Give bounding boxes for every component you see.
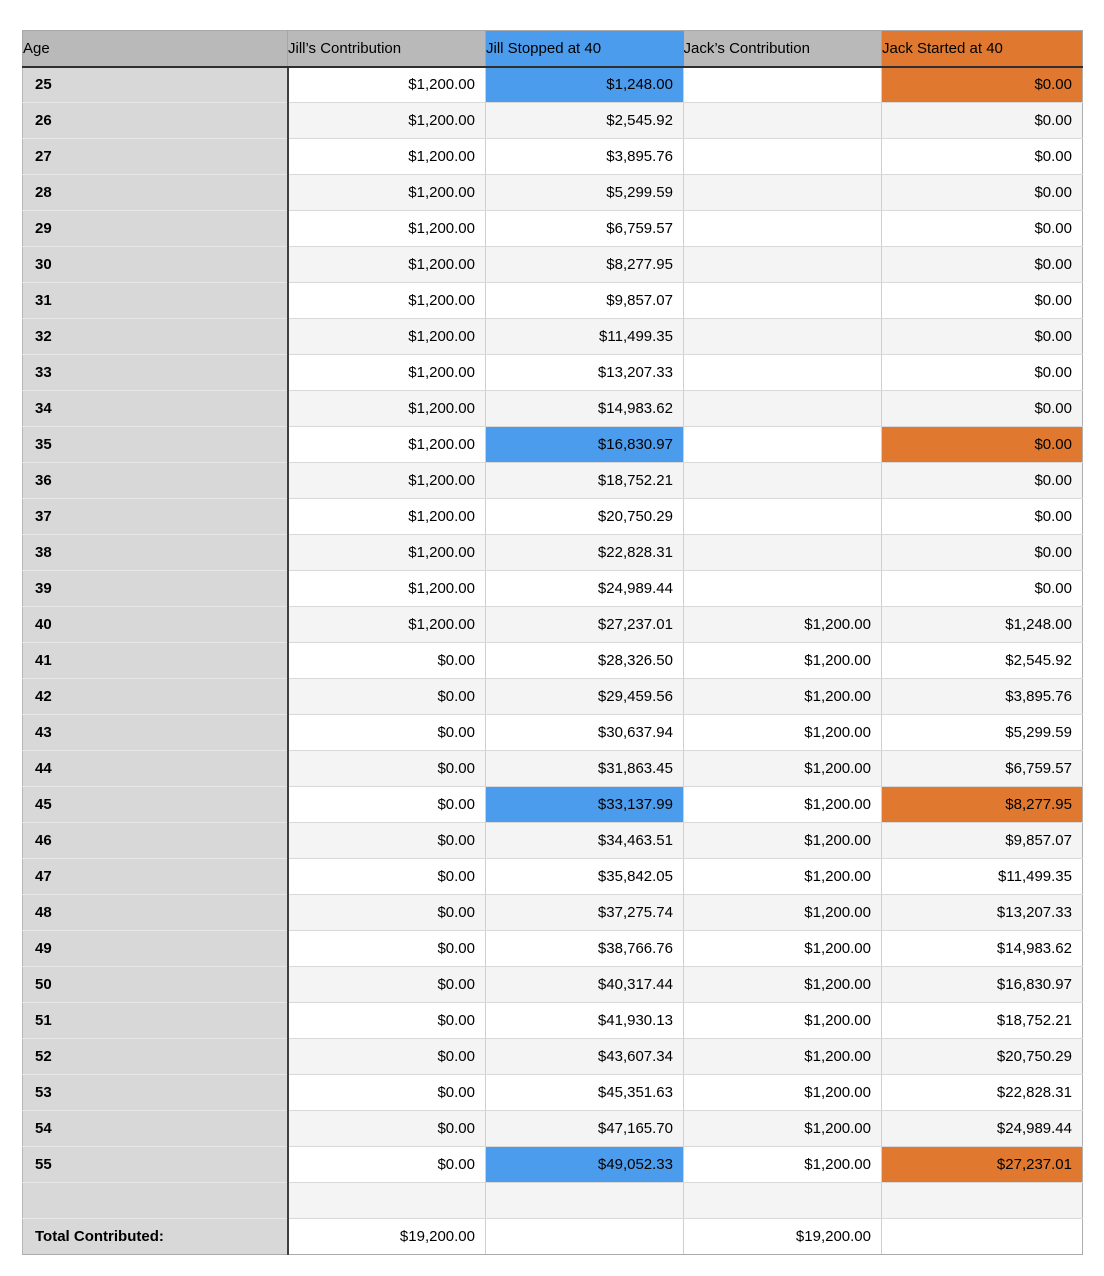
jill-balance-cell[interactable]: $9,857.07: [486, 283, 684, 319]
jill-contribution-cell[interactable]: $0.00: [288, 895, 486, 931]
jill-contribution-cell[interactable]: $0.00: [288, 1003, 486, 1039]
age-cell[interactable]: 36: [23, 463, 288, 499]
jill-balance-cell[interactable]: $16,830.97: [486, 427, 684, 463]
table-row-age-45: [23, 787, 1083, 823]
jill-balance-cell[interactable]: $40,317.44: [486, 967, 684, 1003]
jill-contribution-cell[interactable]: $1,200.00: [288, 211, 486, 247]
jack-balance-cell[interactable]: $0.00: [882, 139, 1083, 175]
jill-balance-cell[interactable]: $18,752.21: [486, 463, 684, 499]
jack-balance-cell[interactable]: $0.00: [882, 175, 1083, 211]
jill-balance-cell[interactable]: $22,828.31: [486, 535, 684, 571]
table-row-age-44: [23, 751, 1083, 787]
jill-contribution-cell[interactable]: $1,200.00: [288, 535, 486, 571]
jack-contribution-cell[interactable]: $1,200.00: [684, 751, 882, 787]
age-cell[interactable]: 45: [23, 787, 288, 823]
jill-balance-cell[interactable]: $43,607.34: [486, 1039, 684, 1075]
age-cell[interactable]: 44: [23, 751, 288, 787]
table-row-age-43: [23, 715, 1083, 751]
jill-balance-cell[interactable]: $8,277.95: [486, 247, 684, 283]
age-cell[interactable]: 46: [23, 823, 288, 859]
spacer-cell[interactable]: [486, 1183, 684, 1219]
jack-balance-cell[interactable]: $3,895.76: [882, 679, 1083, 715]
spacer-cell[interactable]: [882, 1183, 1083, 1219]
jill-balance-cell[interactable]: $30,637.94: [486, 715, 684, 751]
jill-contribution-cell[interactable]: $0.00: [288, 823, 486, 859]
age-cell[interactable]: 43: [23, 715, 288, 751]
table-row-age-54: [23, 1111, 1083, 1147]
table-row-age-28: [23, 175, 1083, 211]
jack-balance-total-empty-cell[interactable]: [882, 1219, 1083, 1255]
table-row-age-50: [23, 967, 1083, 1003]
jill-balance-cell[interactable]: $29,459.56: [486, 679, 684, 715]
jill-contribution-cell[interactable]: $0.00: [288, 643, 486, 679]
column-header-jack-started[interactable]: Jack Started at 40: [882, 31, 1083, 67]
jack-balance-cell[interactable]: $8,277.95: [882, 787, 1083, 823]
jill-contribution-cell[interactable]: $1,200.00: [288, 247, 486, 283]
age-cell[interactable]: 47: [23, 859, 288, 895]
table-footer: [23, 1183, 1083, 1255]
age-cell[interactable]: 32: [23, 319, 288, 355]
age-cell[interactable]: 27: [23, 139, 288, 175]
jack-balance-cell[interactable]: $0.00: [882, 463, 1083, 499]
spacer-cell[interactable]: [288, 1183, 486, 1219]
jill-contribution-cell[interactable]: $1,200.00: [288, 319, 486, 355]
jill-balance-cell[interactable]: $37,275.74: [486, 895, 684, 931]
jack-contribution-cell[interactable]: [684, 319, 882, 355]
age-cell[interactable]: 35: [23, 427, 288, 463]
jack-contribution-cell[interactable]: $1,200.00: [684, 679, 882, 715]
jill-contribution-cell[interactable]: $0.00: [288, 1111, 486, 1147]
age-cell[interactable]: 49: [23, 931, 288, 967]
jack-balance-cell[interactable]: $6,759.57: [882, 751, 1083, 787]
jack-balance-cell[interactable]: $0.00: [882, 391, 1083, 427]
jack-contribution-cell[interactable]: [684, 463, 882, 499]
table-row-age-30: [23, 247, 1083, 283]
jill-contribution-cell[interactable]: $1,200.00: [288, 103, 486, 139]
jack-contribution-cell[interactable]: [684, 247, 882, 283]
jack-balance-cell[interactable]: $0.00: [882, 67, 1083, 103]
jack-balance-cell[interactable]: $24,989.44: [882, 1111, 1083, 1147]
jack-contribution-cell[interactable]: $1,200.00: [684, 787, 882, 823]
jack-contribution-cell[interactable]: [684, 67, 882, 103]
age-cell[interactable]: 26: [23, 103, 288, 139]
jack-balance-cell[interactable]: $0.00: [882, 283, 1083, 319]
table-row-age-27: [23, 139, 1083, 175]
jack-balance-cell[interactable]: $5,299.59: [882, 715, 1083, 751]
jack-balance-cell[interactable]: $0.00: [882, 535, 1083, 571]
jill-balance-cell[interactable]: $33,137.99: [486, 787, 684, 823]
jack-balance-cell[interactable]: $0.00: [882, 103, 1083, 139]
jack-total-cell[interactable]: $19,200.00: [684, 1219, 882, 1255]
jill-contribution-cell[interactable]: $1,200.00: [288, 175, 486, 211]
table-row-age-36: [23, 463, 1083, 499]
jack-contribution-cell[interactable]: [684, 175, 882, 211]
column-header-age[interactable]: Age: [23, 31, 288, 67]
jack-contribution-cell[interactable]: $1,200.00: [684, 931, 882, 967]
jack-contribution-cell[interactable]: $1,200.00: [684, 1039, 882, 1075]
jill-contribution-cell[interactable]: $1,200.00: [288, 571, 486, 607]
age-cell[interactable]: 41: [23, 643, 288, 679]
age-cell[interactable]: 25: [23, 67, 288, 103]
table-row-age-51: [23, 1003, 1083, 1039]
jack-balance-cell[interactable]: $0.00: [882, 247, 1083, 283]
age-cell[interactable]: 50: [23, 967, 288, 1003]
age-cell[interactable]: 53: [23, 1075, 288, 1111]
jack-balance-cell[interactable]: $16,830.97: [882, 967, 1083, 1003]
jack-balance-cell[interactable]: $20,750.29: [882, 1039, 1083, 1075]
age-cell[interactable]: 51: [23, 1003, 288, 1039]
total-label-cell[interactable]: Total Contributed:: [23, 1219, 288, 1255]
jill-balance-cell[interactable]: $13,207.33: [486, 355, 684, 391]
jack-balance-cell[interactable]: $11,499.35: [882, 859, 1083, 895]
jack-contribution-cell[interactable]: [684, 571, 882, 607]
jill-total-cell[interactable]: $19,200.00: [288, 1219, 486, 1255]
table-row-age-26: [23, 103, 1083, 139]
jack-contribution-cell[interactable]: [684, 535, 882, 571]
jill-balance-cell[interactable]: $14,983.62: [486, 391, 684, 427]
jack-balance-cell[interactable]: $0.00: [882, 427, 1083, 463]
jack-balance-cell[interactable]: $0.00: [882, 355, 1083, 391]
jack-contribution-cell[interactable]: [684, 103, 882, 139]
jill-balance-cell[interactable]: $24,989.44: [486, 571, 684, 607]
table-row-age-32: [23, 319, 1083, 355]
jill-contribution-cell[interactable]: $0.00: [288, 859, 486, 895]
jack-contribution-cell[interactable]: [684, 391, 882, 427]
jack-balance-cell[interactable]: $0.00: [882, 319, 1083, 355]
jack-contribution-cell[interactable]: [684, 499, 882, 535]
age-cell[interactable]: 29: [23, 211, 288, 247]
jill-balance-cell[interactable]: $27,237.01: [486, 607, 684, 643]
jill-contribution-cell[interactable]: $0.00: [288, 967, 486, 1003]
age-cell[interactable]: 42: [23, 679, 288, 715]
jack-balance-cell[interactable]: $1,248.00: [882, 607, 1083, 643]
jack-contribution-cell[interactable]: $1,200.00: [684, 859, 882, 895]
spacer-age-cell[interactable]: [23, 1183, 288, 1219]
table-row-age-48: [23, 895, 1083, 931]
spacer-row: [23, 1183, 1083, 1219]
table-row-age-37: [23, 499, 1083, 535]
age-cell[interactable]: 37: [23, 499, 288, 535]
jack-balance-cell[interactable]: $13,207.33: [882, 895, 1083, 931]
age-cell[interactable]: 28: [23, 175, 288, 211]
jill-contribution-cell[interactable]: $1,200.00: [288, 139, 486, 175]
jill-balance-cell[interactable]: $11,499.35: [486, 319, 684, 355]
table-row-age-38: [23, 535, 1083, 571]
jill-balance-cell[interactable]: $1,248.00: [486, 67, 684, 103]
jill-balance-cell[interactable]: $28,326.50: [486, 643, 684, 679]
column-header-jill-contribution[interactable]: Jill’s Contribution: [288, 31, 486, 67]
jill-contribution-cell[interactable]: $0.00: [288, 931, 486, 967]
jack-contribution-cell[interactable]: [684, 427, 882, 463]
jack-balance-cell[interactable]: $0.00: [882, 211, 1083, 247]
jack-contribution-cell[interactable]: [684, 139, 882, 175]
jill-balance-cell[interactable]: $2,545.92: [486, 103, 684, 139]
jill-contribution-cell[interactable]: $0.00: [288, 751, 486, 787]
column-header-jack-contribution[interactable]: Jack’s Contribution: [684, 31, 882, 67]
jack-contribution-cell[interactable]: $1,200.00: [684, 1075, 882, 1111]
jill-contribution-cell[interactable]: $0.00: [288, 1147, 486, 1183]
spacer-cell[interactable]: [684, 1183, 882, 1219]
age-cell[interactable]: 30: [23, 247, 288, 283]
jack-contribution-cell[interactable]: $1,200.00: [684, 823, 882, 859]
jill-contribution-cell[interactable]: $0.00: [288, 787, 486, 823]
jack-balance-cell[interactable]: $14,983.62: [882, 931, 1083, 967]
jill-balance-cell[interactable]: $31,863.45: [486, 751, 684, 787]
jack-balance-cell[interactable]: $0.00: [882, 499, 1083, 535]
age-cell[interactable]: 39: [23, 571, 288, 607]
jill-contribution-cell[interactable]: $1,200.00: [288, 391, 486, 427]
age-cell[interactable]: 31: [23, 283, 288, 319]
jill-balance-cell[interactable]: $35,842.05: [486, 859, 684, 895]
table-row-age-49: [23, 931, 1083, 967]
age-cell[interactable]: 38: [23, 535, 288, 571]
jill-balance-cell[interactable]: $47,165.70: [486, 1111, 684, 1147]
jack-contribution-cell[interactable]: $1,200.00: [684, 1147, 882, 1183]
age-cell[interactable]: 48: [23, 895, 288, 931]
age-cell[interactable]: 54: [23, 1111, 288, 1147]
jill-balance-total-empty-cell[interactable]: [486, 1219, 684, 1255]
table-row-age-39: [23, 571, 1083, 607]
jill-contribution-cell[interactable]: $0.00: [288, 1075, 486, 1111]
table-row-age-47: [23, 859, 1083, 895]
jill-balance-cell[interactable]: $45,351.63: [486, 1075, 684, 1111]
header-row: [23, 31, 1083, 67]
table-row-age-46: [23, 823, 1083, 859]
jill-balance-cell[interactable]: $34,463.51: [486, 823, 684, 859]
jack-balance-cell[interactable]: $0.00: [882, 571, 1083, 607]
jill-contribution-cell[interactable]: $1,200.00: [288, 355, 486, 391]
jack-contribution-cell[interactable]: $1,200.00: [684, 715, 882, 751]
jill-contribution-cell[interactable]: $1,200.00: [288, 67, 486, 103]
jack-contribution-cell[interactable]: $1,200.00: [684, 1111, 882, 1147]
table-row-age-55: [23, 1147, 1083, 1183]
jack-contribution-cell[interactable]: $1,200.00: [684, 895, 882, 931]
age-cell[interactable]: 33: [23, 355, 288, 391]
table-row-age-42: [23, 679, 1083, 715]
jack-balance-cell[interactable]: $18,752.21: [882, 1003, 1083, 1039]
table-row-age-25: [23, 67, 1083, 103]
jill-balance-cell[interactable]: $41,930.13: [486, 1003, 684, 1039]
jill-contribution-cell[interactable]: $1,200.00: [288, 427, 486, 463]
jill-balance-cell[interactable]: $20,750.29: [486, 499, 684, 535]
table-header: [23, 31, 1083, 67]
jill-contribution-cell[interactable]: $1,200.00: [288, 283, 486, 319]
table-row-age-35: [23, 427, 1083, 463]
jack-contribution-cell[interactable]: [684, 355, 882, 391]
jack-contribution-cell[interactable]: [684, 283, 882, 319]
jack-contribution-cell[interactable]: $1,200.00: [684, 607, 882, 643]
jack-balance-cell[interactable]: $22,828.31: [882, 1075, 1083, 1111]
table-row-age-33: [23, 355, 1083, 391]
jack-contribution-cell[interactable]: [684, 211, 882, 247]
jack-balance-cell[interactable]: $2,545.92: [882, 643, 1083, 679]
jill-balance-cell[interactable]: $49,052.33: [486, 1147, 684, 1183]
age-cell[interactable]: 40: [23, 607, 288, 643]
jill-contribution-cell[interactable]: $1,200.00: [288, 463, 486, 499]
table-row-age-29: [23, 211, 1083, 247]
jill-balance-cell[interactable]: $38,766.76: [486, 931, 684, 967]
total-row: [23, 1219, 1083, 1255]
table-body: [23, 67, 1083, 1183]
jill-contribution-cell[interactable]: $1,200.00: [288, 499, 486, 535]
jack-balance-cell[interactable]: $9,857.07: [882, 823, 1083, 859]
age-cell[interactable]: 52: [23, 1039, 288, 1075]
jill-contribution-cell[interactable]: $0.00: [288, 679, 486, 715]
jill-contribution-cell[interactable]: $0.00: [288, 1039, 486, 1075]
jill-contribution-cell[interactable]: $1,200.00: [288, 607, 486, 643]
table-row-age-34: [23, 391, 1083, 427]
jill-balance-cell[interactable]: $3,895.76: [486, 139, 684, 175]
jill-balance-cell[interactable]: $5,299.59: [486, 175, 684, 211]
age-cell[interactable]: 55: [23, 1147, 288, 1183]
table-row-age-53: [23, 1075, 1083, 1111]
table-row-age-31: [23, 283, 1083, 319]
jack-contribution-cell[interactable]: $1,200.00: [684, 967, 882, 1003]
table-row-age-40: [23, 607, 1083, 643]
table-row-age-52: [23, 1039, 1083, 1075]
jill-contribution-cell[interactable]: $0.00: [288, 715, 486, 751]
jill-balance-cell[interactable]: $6,759.57: [486, 211, 684, 247]
jack-contribution-cell[interactable]: $1,200.00: [684, 1003, 882, 1039]
age-cell[interactable]: 34: [23, 391, 288, 427]
table-row-age-41: [23, 643, 1083, 679]
jack-contribution-cell[interactable]: $1,200.00: [684, 643, 882, 679]
jack-balance-cell[interactable]: $27,237.01: [882, 1147, 1083, 1183]
column-header-jill-stopped[interactable]: Jill Stopped at 40: [486, 31, 684, 67]
contribution-table: [22, 30, 1083, 1255]
